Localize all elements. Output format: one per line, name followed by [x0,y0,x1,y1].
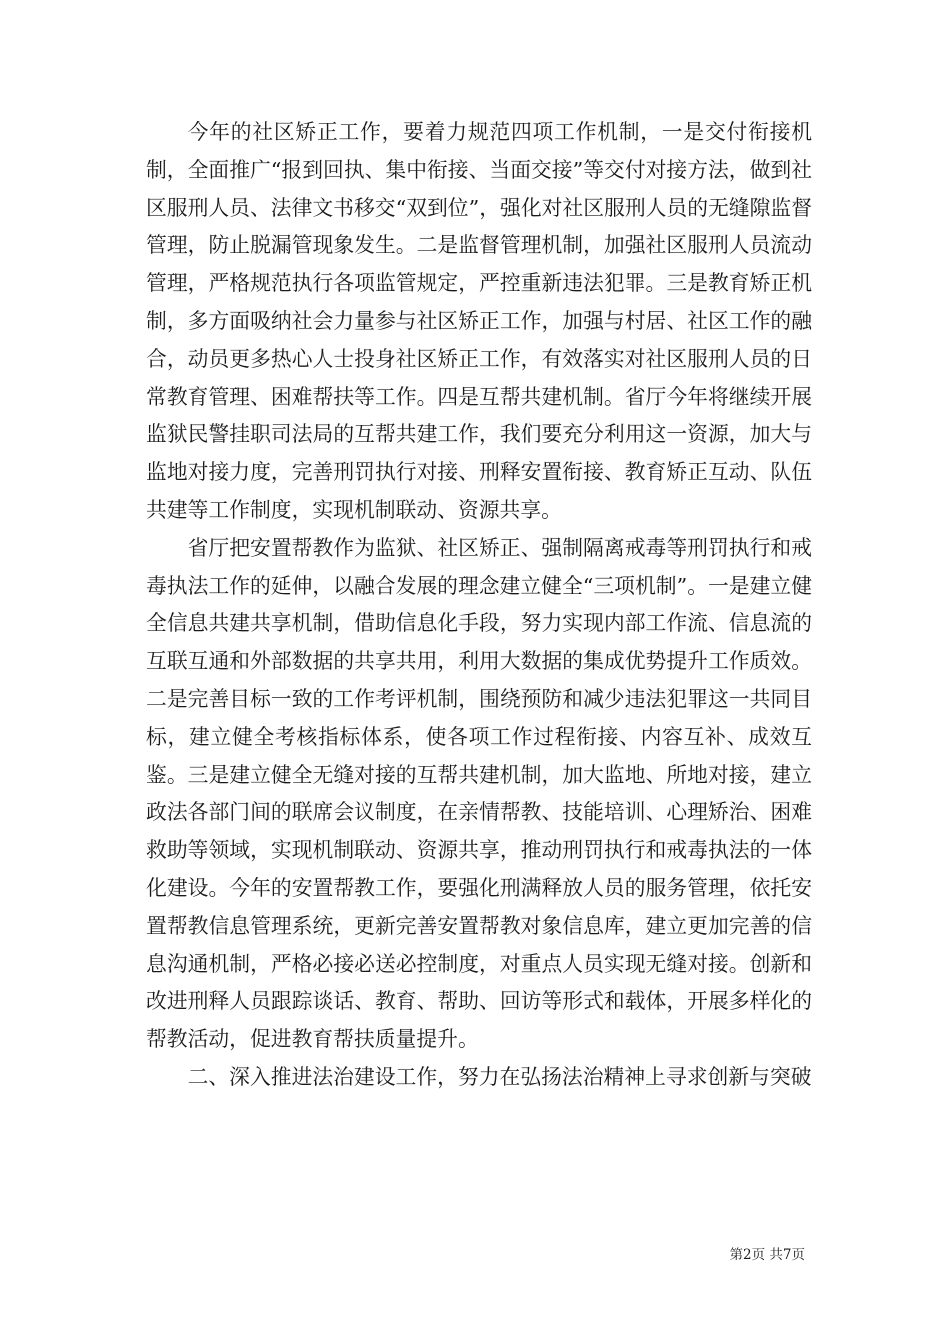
current-page-number: 2 [743,1247,752,1263]
footer-prefix: 第 [729,1247,744,1263]
section-heading-rule-of-law: 二、深入推进法治建设工作，努力在弘扬法治精神上寻求创新与突破 [187,1064,812,1089]
page-number-footer [730,1246,805,1264]
paragraph-community-correction: 今年的社区矫正工作，要着力规范四项工作机制，一是交付衔接机制，全面推广“报到回执、集中衔接、当面交接”等交付对接方法，做到社区服刑人员、法律文书移交“双到位”，强化对社区服刑人员的无缝隙监督管理，防止脱漏管现象发生。二是监督管理机制，加强社区服刑人员流动管理，严格规范执行各项监管规定，严控重新违法犯罪。三是教育矫正机制，多方面吸纳社会力量参与社区矫正工作，加强与村居、社区工作的融合，动员更多热心人士投身社区矫正工作，有效落实对社区服刑人员的日常教育管理、困难帮扶等工作。四是互帮共建机制。省厅今年将继续开展监狱民警挂职司法局的互帮共建工作，我们要充分利用这一资源，加大与监地对接力度，完善刑罚执行对接、刑释安置衔接、教育矫正互动、队伍共建等工作制度，实现机制联动、资源共享。 [146,120,812,522]
paragraph-resettlement-assistance: 省厅把安置帮教作为监狱、社区矫正、强制隔离戒毒等刑罚执行和戒毒执法工作的延伸，以融合发展的理念建立健全“三项机制”。一是建立健全信息共建共享机制，借助信息化手段，努力实现内部工作流、信息流的互联互通和外部数据的共享共用，利用大数据的集成优势提升工作质效。二是完善目标一致的工作考评机制，围绕预防和减少违法犯罪这一共同目标，建立健全考核指标体系，使各项工作过程衔接、内容互补、成效互鉴。三是建立健全无缝对接的互帮共建机制，加大监地、所地对接，建立政法各部门间的联席会议制度，在亲情帮教、技能培训、心理矫治、困难救助等领域，实现机制联动、资源共享，推动刑罚执行和戒毒执法的一体化建设。今年的安置帮教工作，要强化刑满释放人员的服务管理，依托安置帮教信息管理系统，更新完善安置帮教对象信息库，建立更加完善的信息沟通机制，严格必接必送必控制度，对重点人员实现无缝对接。创新和改进刑释人员跟踪谈话、教育、帮助、回访等形式和载体，开展多样化的帮教活动，促进教育帮扶质量提升。 [146,535,812,1052]
body-text [146,114,812,1097]
footer-middle: 页 共 [751,1247,783,1263]
total-pages-number: 7 [782,1247,792,1263]
footer-suffix: 页 [791,1247,805,1263]
